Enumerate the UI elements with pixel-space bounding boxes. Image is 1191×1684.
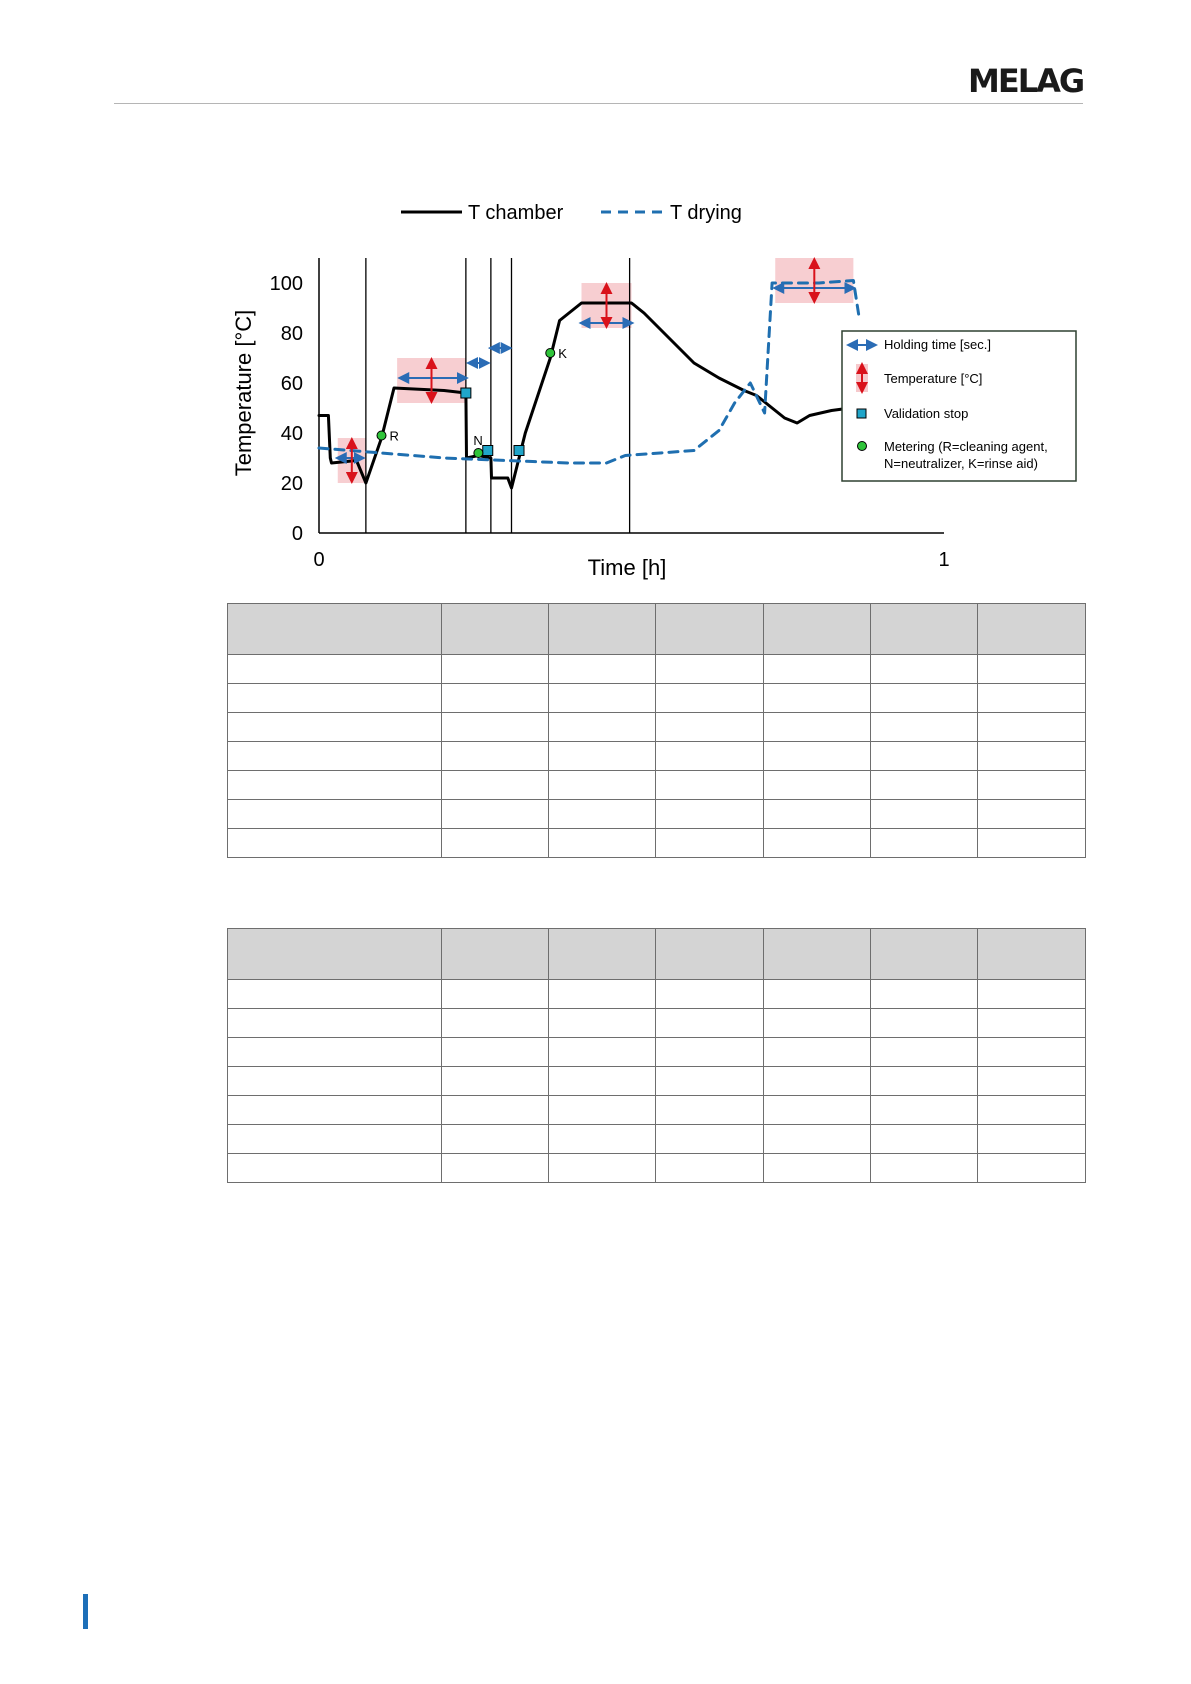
table-cell [228,771,442,800]
table-cell [656,713,764,742]
y-tick-label: 60 [280,373,303,395]
table-row [228,742,1086,771]
table-cell [549,1096,656,1125]
table-cell [549,1038,656,1067]
validation-stop-marker [461,388,471,398]
table-header-cell [764,604,871,655]
table-row [228,829,1086,858]
table-cell [442,1038,549,1067]
table-cell [442,771,549,800]
table-row [228,1038,1086,1067]
table-cell [764,771,871,800]
table-cell [871,1038,978,1067]
table-cell [871,655,978,684]
metering-point [377,431,386,440]
table-cell [549,1125,656,1154]
table-cell [549,742,656,771]
y-tick-label: 40 [280,423,303,445]
table-cell [978,1096,1086,1125]
table-cell [656,1067,764,1096]
table-cell [764,800,871,829]
legend-metering-icon [858,442,867,451]
table-cell [549,655,656,684]
table-header-cell [228,929,442,980]
table-cell [656,655,764,684]
table-cell [228,800,442,829]
table-row [228,980,1086,1009]
table-cell [978,800,1086,829]
table-header-cell [549,604,656,655]
table-cell [764,713,871,742]
brand-logo: MELAG [968,62,1084,100]
table-cell [442,742,549,771]
temperature-bands [338,258,854,483]
table-cell [228,1096,442,1125]
table-cell [764,980,871,1009]
table-cell [871,1125,978,1154]
table-header-cell [871,604,978,655]
table-cell [764,1154,871,1183]
table-cell [442,1096,549,1125]
table-row [228,713,1086,742]
legend-t-chamber: T chamber [468,202,564,224]
table-cell [978,829,1086,858]
top-legend [401,202,742,224]
table-cell [656,829,764,858]
metering-point [546,349,555,358]
table-cell [442,980,549,1009]
table-row [228,1009,1086,1038]
table-cell [764,1038,871,1067]
table-cell [228,684,442,713]
y-tick-labels [270,273,303,545]
validation-stop-marker [483,446,493,456]
table-cell [978,771,1086,800]
table-cell [656,684,764,713]
table-cell [978,1009,1086,1038]
legend-validation-stop: Validation stop [884,406,969,421]
table-cell [871,1154,978,1183]
table-cell [549,800,656,829]
table-row [228,1096,1086,1125]
table-header-row [228,604,1086,655]
table-cell [871,829,978,858]
legend-holding-time: Holding time [sec.] [884,337,991,352]
table-cell [442,1067,549,1096]
data-table-1 [227,603,1086,858]
x-tick-label: 1 [938,549,950,571]
table-cell [764,829,871,858]
legend-box [842,331,1076,481]
table-cell [656,771,764,800]
data-table-2 [227,928,1086,1183]
metering-label: N [473,433,483,448]
legend-validation-icon [857,409,866,418]
x-tick-label: 0 [313,549,325,571]
table-row [228,1154,1086,1183]
table-cell [228,1009,442,1038]
table-cell [442,829,549,858]
table-cell [549,829,656,858]
table-row [228,771,1086,800]
table-cell [978,1154,1086,1183]
table-row [228,684,1086,713]
legend-metering-line1: Metering (R=cleaning agent, [884,439,1048,454]
table-header-cell [442,604,549,655]
table-cell [228,655,442,684]
table-cell [442,1125,549,1154]
validation-stop-marker [514,446,524,456]
y-tick-label: 100 [269,273,303,295]
table-header-cell [656,929,764,980]
table-cell [442,655,549,684]
table-row [228,655,1086,684]
table-cell [549,771,656,800]
table-cell [764,1125,871,1154]
table-header-cell [978,604,1086,655]
table-cell [228,1067,442,1096]
validation-stops [461,388,524,456]
metering-label: K [558,346,567,361]
table-cell [764,655,871,684]
table-cell [978,1125,1086,1154]
table-cell [549,684,656,713]
table-cell [549,980,656,1009]
table-header-row [228,929,1086,980]
table-cell [978,655,1086,684]
page-edge-marker [83,1594,88,1629]
table-row [228,1067,1086,1096]
table-cell [978,1067,1086,1096]
table-cell [764,1009,871,1038]
table-header-cell [656,604,764,655]
metering-point [474,449,483,458]
table-header-cell [978,929,1086,980]
table-cell [442,800,549,829]
table-cell [656,1096,764,1125]
table-cell [764,742,871,771]
table-cell [871,1009,978,1038]
table-cell [656,1038,764,1067]
table-cell [978,684,1086,713]
table-cell [978,1038,1086,1067]
table-cell [442,684,549,713]
table-header-cell [764,929,871,980]
table-cell [871,684,978,713]
table-cell [228,1038,442,1067]
table-header-cell [871,929,978,980]
table-cell [549,1154,656,1183]
table-cell [656,1125,764,1154]
legend-t-drying: T drying [670,202,742,224]
table-cell [978,713,1086,742]
legend-metering-line2: N=neutralizer, K=rinse aid) [884,456,1038,471]
table-header-cell [549,929,656,980]
table-cell [978,742,1086,771]
table-cell [549,1067,656,1096]
table-cell [656,980,764,1009]
table-cell [549,1009,656,1038]
y-tick-label: 20 [280,473,303,495]
y-tick-label: 0 [291,523,303,545]
table-cell [228,980,442,1009]
table-cell [871,742,978,771]
temperature-chart [0,0,1191,600]
table-header-cell [442,929,549,980]
table-cell [228,829,442,858]
table-cell [228,742,442,771]
table-cell [871,800,978,829]
table-cell [871,980,978,1009]
y-axis-label: Temperature [°C] [231,309,256,477]
table-cell [871,713,978,742]
table-cell [871,771,978,800]
x-axis-label: Time [h] [587,555,667,580]
table-cell [764,684,871,713]
table-cell [656,742,764,771]
table-cell [764,1067,871,1096]
table-row [228,1125,1086,1154]
metering-label: R [389,428,399,444]
table-row [228,800,1086,829]
table-cell [228,713,442,742]
table-cell [871,1096,978,1125]
legend-temperature: Temperature [°C] [884,371,983,386]
y-tick-label: 80 [280,323,303,345]
table-cell [656,1154,764,1183]
table-header-cell [228,604,442,655]
table-cell [656,1009,764,1038]
table-cell [764,1096,871,1125]
table-cell [228,1125,442,1154]
table-cell [442,713,549,742]
table-cell [549,713,656,742]
table-cell [656,800,764,829]
table-cell [871,1067,978,1096]
table-cell [442,1009,549,1038]
table-cell [442,1154,549,1183]
table-cell [228,1154,442,1183]
table-cell [978,980,1086,1009]
